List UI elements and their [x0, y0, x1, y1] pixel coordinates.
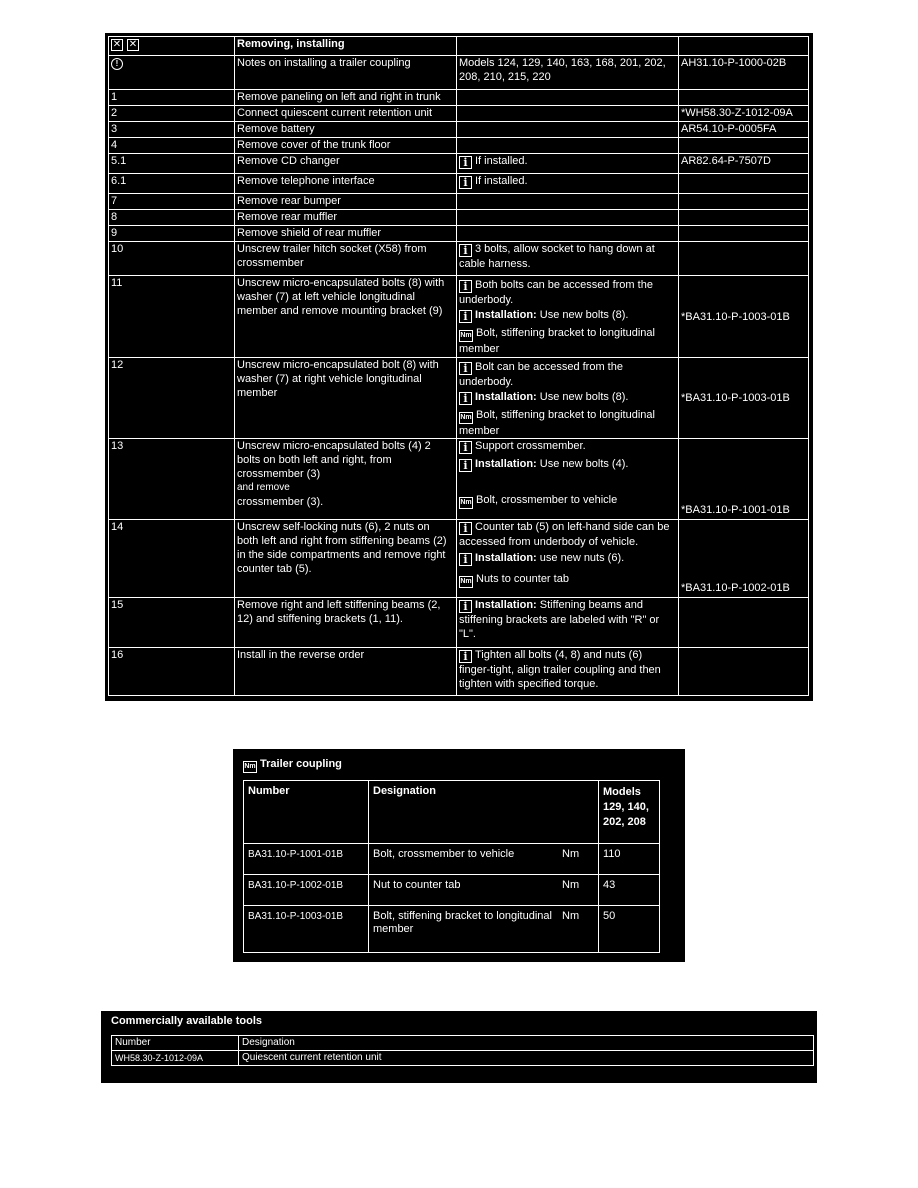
step-text: Remove battery	[235, 122, 457, 138]
torque-nm-icon: Nm	[459, 330, 473, 342]
torque-value: 50	[599, 906, 660, 953]
table-row	[244, 875, 660, 906]
step-text: Remove CD changer	[235, 154, 457, 174]
torque-unit: Nm	[558, 906, 599, 953]
step-reference[interactable]: AR82.64-P-7507D	[679, 154, 809, 174]
step-note: Support crossmember.	[475, 440, 586, 452]
step-note: Use new bolts (4).	[536, 458, 629, 470]
torque-designation: Nut to counter tab	[369, 875, 559, 906]
torque-nm-icon: Nm	[459, 497, 473, 509]
torque-value: 43	[599, 875, 660, 906]
step-reference[interactable]: *WH58.30-Z-1012-09A	[679, 106, 809, 122]
table-row	[112, 1051, 814, 1066]
step-note: use new nuts (6).	[536, 552, 625, 564]
step-text: Unscrew self-locking nuts (6), 2 nuts on both left and right from stiffening beams (2) in the side compartments and remove right counter tab (5).	[235, 520, 457, 598]
tools-title: Commercially available tools	[111, 1015, 263, 1027]
step-text: Remove telephone interface	[235, 174, 457, 194]
table-row	[109, 138, 809, 154]
step-reference[interactable]: AH31.10-P-1000-02B	[679, 56, 809, 90]
step-number: 12	[109, 358, 235, 439]
column-header-designation: Designation	[369, 781, 599, 844]
step-note: Use new bolts (8).	[536, 391, 629, 403]
tools-panel	[101, 1011, 817, 1083]
table-header-row	[109, 37, 809, 56]
torque-note: Bolt, crossmember to vehicle	[476, 494, 618, 506]
step-note: Both bolts can be accessed from the underbody.	[459, 279, 653, 306]
torque-note: Nuts to counter tab	[476, 573, 569, 585]
info-icon: i	[459, 280, 472, 293]
step-number: 13	[109, 439, 235, 520]
installation-label: Installation:	[475, 599, 537, 611]
table-row	[109, 106, 809, 122]
step-number: 6.1	[109, 174, 235, 194]
step-number: 14	[109, 520, 235, 598]
torque-number[interactable]: BA31.10-P-1001-01B	[244, 844, 369, 875]
torque-panel	[233, 749, 685, 962]
info-icon: i	[459, 522, 472, 535]
step-number: 15	[109, 598, 235, 648]
table-row	[109, 439, 809, 520]
torque-unit: Nm	[558, 844, 599, 875]
step-note: Tighten all bolts (4, 8) and nuts (6) finger-tight, align trailer coupling and then tighten with specified torque.	[459, 649, 661, 690]
tool-number[interactable]: WH58.30-Z-1012-09A	[112, 1051, 239, 1066]
info-icon: i	[459, 459, 472, 472]
info-icon: i	[459, 441, 472, 454]
step-number: 16	[109, 648, 235, 696]
step-text: Connect quiescent current retention unit	[235, 106, 457, 122]
step-text: Remove paneling on left and right in trunk	[235, 90, 457, 106]
table-row	[109, 226, 809, 242]
torque-note: Bolt, stiffening bracket to longitudinal member	[459, 409, 655, 437]
step-reference[interactable]: *BA31.10-P-1001-01B	[679, 439, 809, 520]
table-row	[244, 844, 660, 875]
torque-number[interactable]: BA31.10-P-1002-01B	[244, 875, 369, 906]
step-reference[interactable]: *BA31.10-P-1002-01B	[679, 520, 809, 598]
torque-designation: Bolt, stiffening bracket to longitudinal member	[369, 906, 559, 953]
torque-value: 110	[599, 844, 660, 875]
installation-label: Installation:	[475, 391, 537, 403]
step-text: Unscrew micro-encapsulated bolts (8) with washer (7) at left vehicle longitudinal member and remove mounting bracket (9)	[235, 276, 457, 358]
torque-unit: Nm	[558, 875, 599, 906]
step-note: 3 bolts, allow socket to hang down at cable harness.	[459, 243, 655, 270]
table-row	[244, 906, 660, 953]
column-header-removing-installing: Removing, installing	[235, 37, 457, 56]
step-number: 7	[109, 194, 235, 210]
torque-number[interactable]: BA31.10-P-1003-01B	[244, 906, 369, 953]
table-row	[109, 520, 809, 598]
step-text: crossmember (3).	[237, 496, 324, 508]
table-row	[109, 598, 809, 648]
step-number: 5.1	[109, 154, 235, 174]
procedure-panel	[105, 33, 813, 701]
step-reference[interactable]: AR54.10-P-0005FA	[679, 122, 809, 138]
special-tool-icon: ✕	[112, 39, 122, 50]
step-number: 2	[109, 106, 235, 122]
info-icon: i	[459, 392, 472, 405]
table-row	[109, 56, 809, 90]
info-icon: i	[459, 650, 472, 663]
table-row	[109, 194, 809, 210]
torque-designation: Bolt, crossmember to vehicle	[369, 844, 559, 875]
step-note: Use new bolts (8).	[536, 309, 629, 321]
step-text: Remove rear muffler	[235, 210, 457, 226]
step-note: Models 124, 129, 140, 163, 168, 201, 202, 208, 210, 215, 220	[457, 56, 679, 90]
step-number: 1	[109, 90, 235, 106]
column-header-number: Number	[244, 781, 369, 844]
step-number: 9	[109, 226, 235, 242]
table-row	[109, 648, 809, 696]
clock-note-icon: !	[111, 58, 123, 70]
step-text: Remove cover of the trunk floor	[235, 138, 457, 154]
step-text: Unscrew trailer hitch socket (X58) from crossmember	[235, 242, 457, 276]
step-note: If installed.	[475, 175, 528, 187]
table-header-row	[112, 1036, 814, 1051]
step-number: 4	[109, 138, 235, 154]
torque-note: Bolt, stiffening bracket to longitudinal member	[459, 327, 655, 355]
step-text: Unscrew micro-encapsulated bolt (8) with washer (7) at right vehicle longitudinal member	[235, 358, 457, 439]
installation-label: Installation:	[475, 458, 537, 470]
step-reference[interactable]: *BA31.10-P-1003-01B	[679, 358, 809, 439]
table-header-row	[244, 781, 660, 844]
table-row	[109, 174, 809, 194]
info-icon: i	[459, 156, 472, 169]
torque-nm-icon: Nm	[459, 412, 473, 424]
column-header-designation: Designation	[239, 1036, 814, 1051]
step-text: Remove rear bumper	[235, 194, 457, 210]
step-text: Notes on installing a trailer coupling	[235, 56, 457, 90]
step-number: 10	[109, 242, 235, 276]
torque-table	[243, 780, 660, 953]
step-note: Stiffening beams and stiffening brackets are labeled with "R" or "L".	[459, 599, 660, 640]
step-number: 3	[109, 122, 235, 138]
step-note: Bolt can be accessed from the underbody.	[459, 361, 623, 388]
tools-table	[111, 1035, 814, 1066]
step-text: Remove right and left stiffening beams (2, 12) and stiffening brackets (1, 11).	[235, 598, 457, 648]
info-icon: i	[459, 553, 472, 566]
step-number: 11	[109, 276, 235, 358]
info-icon: i	[459, 600, 472, 613]
step-reference[interactable]: *BA31.10-P-1003-01B	[679, 276, 809, 358]
table-row	[109, 276, 809, 358]
info-icon: i	[459, 176, 472, 189]
info-icon: i	[459, 244, 472, 257]
special-tool-icon: ✕	[128, 39, 138, 50]
tool-designation: Quiescent current retention unit	[239, 1051, 814, 1066]
step-note: Counter tab (5) on left-hand side can be accessed from underbody of vehicle.	[459, 521, 670, 548]
column-header-number: Number	[112, 1036, 239, 1051]
table-row	[109, 358, 809, 439]
table-row	[109, 242, 809, 276]
table-row	[109, 154, 809, 174]
step-text: Unscrew micro-encapsulated bolts (4) 2 bolts on both left and right, from crossmember (3)	[237, 440, 431, 480]
table-row	[109, 210, 809, 226]
table-row	[109, 122, 809, 138]
step-note: If installed.	[475, 155, 528, 167]
installation-label: Installation:	[475, 552, 537, 564]
step-text: Remove shield of rear muffler	[235, 226, 457, 242]
column-header-models: Models 129, 140, 202, 208	[599, 781, 660, 844]
torque-title: Trailer coupling	[260, 758, 342, 770]
step-text: Install in the reverse order	[235, 648, 457, 696]
torque-nm-icon: Nm	[243, 761, 257, 773]
torque-nm-icon: Nm	[459, 576, 473, 588]
step-text: and remove	[237, 482, 290, 493]
info-icon: i	[459, 362, 472, 375]
procedure-table	[108, 36, 809, 696]
installation-label: Installation:	[475, 309, 537, 321]
step-number: 8	[109, 210, 235, 226]
info-icon: i	[459, 310, 472, 323]
table-row	[109, 90, 809, 106]
